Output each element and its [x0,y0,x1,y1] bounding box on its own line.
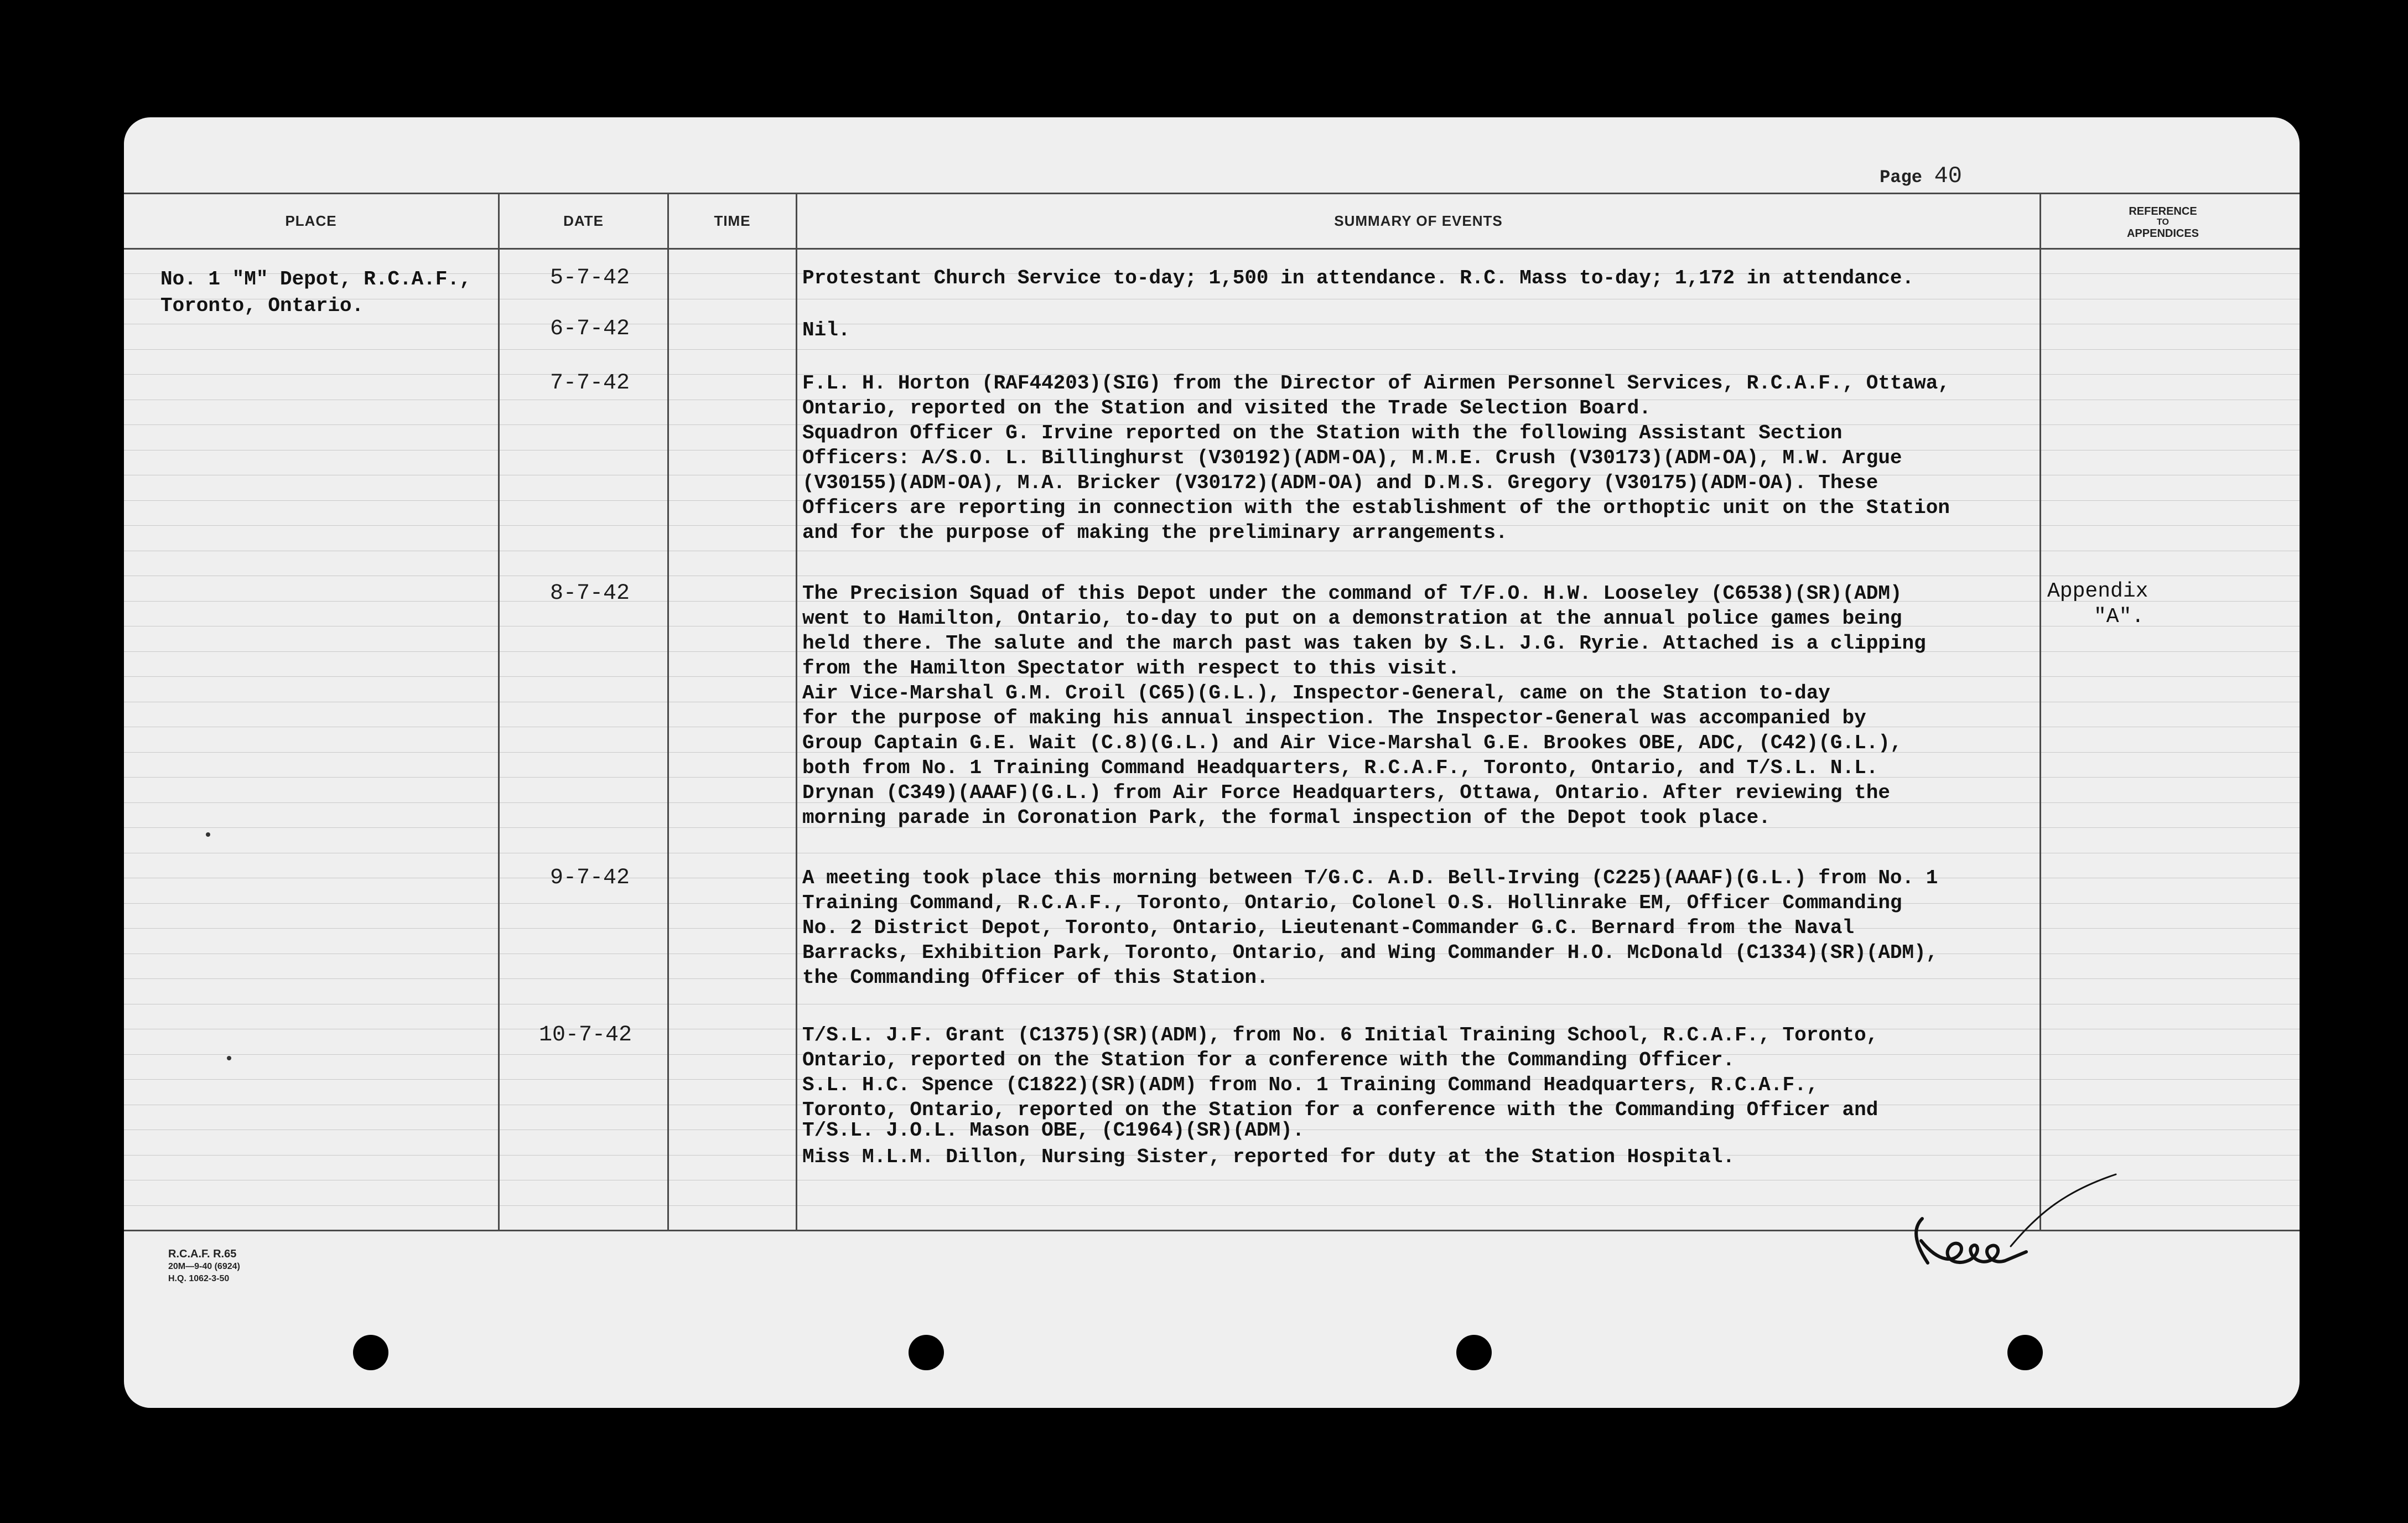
column-divider-summary [2039,193,2041,1231]
header-time: TIME [714,213,751,229]
summary-line: for the purpose of making his annual inspection. The Inspector-General was accompanied by [802,707,1866,729]
summary-line: T/S.L. J.F. Grant (C1375)(SR)(ADM), from No. 6 Initial Training School, R.C.A.F., Toronto, [802,1024,1878,1047]
summary-line: Barracks, Exhibition Park, Toronto, Ontario, and Wing Commander H.O. McDonald (C1334)(SR)(ADM), [802,941,1938,964]
summary-line: from the Hamilton Spectator with respect to this visit. [802,657,1460,680]
date-entry: 7-7-42 [550,371,630,396]
column-divider-date [667,193,669,1231]
header-reference-line-2: TO [2157,217,2169,227]
summary-line: Training Command, R.C.A.F., Toronto, Ontario, Colonel O.S. Hollinrake EM, Officer Commanding [802,892,1902,914]
signature-initials [1895,1169,2138,1279]
punch-hole [353,1335,388,1370]
summary-line: T/S.L. J.O.L. Mason OBE, (C1964)(SR)(ADM). [802,1119,1305,1142]
header-reference [2041,205,2285,240]
header-reference-line-1: REFERENCE [2129,205,2197,217]
summary-line: Protestant Church Service to-day; 1,500 in attendance. R.C. Mass to-day; 1,172 in attendance. [802,267,1914,289]
summary-line: (V30155)(ADM-OA), M.A. Bricker (V30172)(ADM-OA) and D.M.S. Gregory (V30175)(ADM-OA). These [802,472,1878,494]
date-entry: 8-7-42 [550,581,630,606]
header-reference-line-3: APPENDICES [2126,227,2199,240]
summary-line: Ontario, reported on the Station and visited the Trade Selection Board. [802,397,1651,419]
date-entry: 6-7-42 [550,317,630,341]
diary-sheet [124,117,2300,1408]
summary-line: Officers: A/S.O. L. Billinghurst (V30192)(ADM-OA), M.M.E. Crush (V30173)(ADM-OA), M.W. Argue [802,447,1902,469]
summary-line: the Commanding Officer of this Station. [802,966,1269,989]
column-divider-time [796,193,797,1231]
form-code: R.C.A.F. R.65 [168,1248,237,1260]
header-place: PLACE [285,213,337,229]
appendix-reference: Appendix [2047,579,2148,603]
summary-line: The Precision Squad of this Depot under the command of T/F.O. H.W. Looseley (C6538)(SR)(ADM) [802,582,1902,605]
summary-line: Squadron Officer G. Irvine reported on the Station with the following Assistant Section [802,422,1843,444]
summary-line: No. 2 District Depot, Toronto, Ontario, Lieutenant-Commander G.C. Bernard from the Naval [802,916,1855,939]
summary-line: and for the purpose of making the preliminary arrangements. [802,521,1508,544]
punch-hole [909,1335,944,1370]
summary-line: both from No. 1 Training Command Headquarters, R.C.A.F., Toronto, Ontario, and T/S.L. N.L. [802,757,1878,779]
place-line-2: Toronto, Ontario. [160,294,364,317]
column-divider-place [498,193,500,1231]
summary-line: went to Hamilton, Ontario, to-day to put on a demonstration at the annual police games being [802,607,1902,630]
form-hq-ref: H.Q. 1062-3-50 [168,1274,230,1283]
header-top-rule [124,193,2300,194]
punch-hole [1456,1335,1492,1370]
date-entry: 9-7-42 [550,866,630,890]
form-number [168,1247,240,1285]
summary-line: F.L. H. Horton (RAF44203)(SIG) from the Director of Airmen Personnel Services, R.C.A.F., Ottawa, [802,372,1950,395]
summary-line: Toronto, Ontario, reported on the Station for a conference with the Commanding Officer and [802,1099,1878,1121]
summary-line: Ontario, reported on the Station for a conference with the Commanding Officer. [802,1049,1735,1071]
place-line-1: No. 1 "M" Depot, R.C.A.F., [160,268,471,291]
ruled-line [124,349,2300,350]
form-print-run: 20M—9-40 (6924) [168,1262,240,1271]
summary-line: S.L. H.C. Spence (C1822)(SR)(ADM) from No. 1 Training Command Headquarters, R.C.A.F., [802,1074,1819,1096]
header-summary: SUMMARY OF EVENTS [1334,213,1503,229]
page-number [1880,163,1962,189]
header-date: DATE [563,213,604,229]
summary-line: Officers are reporting in connection with the establishment of the orthoptic unit on the Station [802,496,1950,519]
punch-hole [2007,1335,2043,1370]
summary-line: Air Vice-Marshal G.M. Croil (C65)(G.L.), Inspector-General, came on the Station to-day [802,682,1830,704]
summary-line: Drynan (C349)(AAAF)(G.L.) from Air Force Headquarters, Ottawa, Ontario. After reviewing the [802,781,1890,804]
ink-mark [206,832,210,837]
date-entry: 5-7-42 [550,266,630,291]
summary-line: A meeting took place this morning between T/G.C. A.D. Bell-Irving (C225)(AAAF)(G.L.) from No. 1 [802,867,1938,889]
header-bottom-rule [124,248,2300,250]
summary-line: Miss M.L.M. Dillon, Nursing Sister, reported for duty at the Station Hospital. [802,1146,1735,1168]
ink-mark [227,1056,231,1060]
summary-line: Group Captain G.E. Wait (C.8)(G.L.) and Air Vice-Marshal G.E. Brookes OBE, ADC, (C42)(G.L.), [802,732,1902,754]
summary-line: held there. The salute and the march past was taken by S.L. J.G. Ryrie. Attached is a clipping [802,632,1926,655]
summary-line: Nil. [802,319,850,341]
date-entry: 10-7-42 [539,1023,632,1048]
summary-line: morning parade in Coronation Park, the formal inspection of the Depot took place. [802,806,1771,829]
page-label: Page [1880,167,1922,188]
page-number-value: 40 [1934,163,1962,189]
appendix-reference-letter: "A". [2094,605,2145,629]
